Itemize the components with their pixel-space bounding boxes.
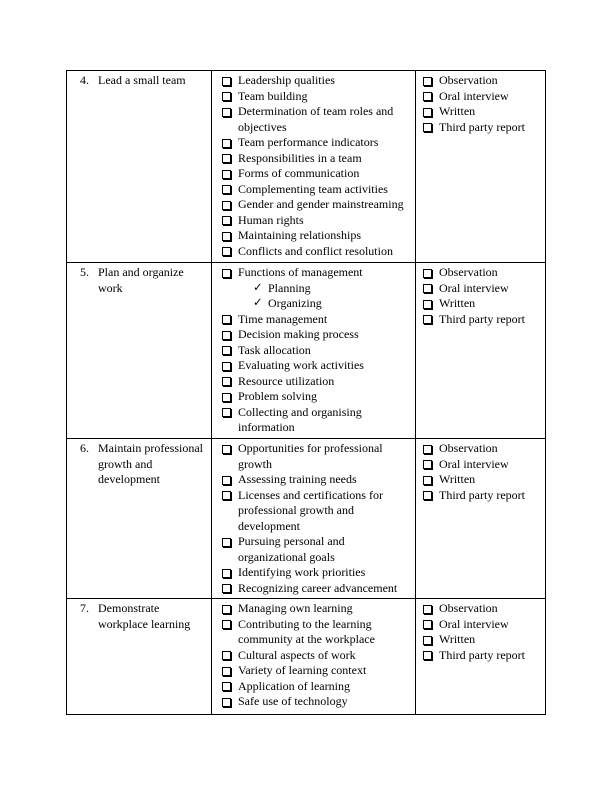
- checkbox-icon: [423, 445, 432, 454]
- checkbox-icon: [222, 201, 231, 210]
- item-body: [238, 343, 412, 359]
- list-item: [215, 358, 412, 374]
- knowledge-items-cell: [212, 263, 416, 439]
- list-item: [215, 441, 412, 472]
- list-item: [419, 89, 542, 105]
- checkmark-icon: ✓: [253, 297, 263, 309]
- methods-cell: [416, 263, 546, 439]
- item-label: Decision making process: [238, 327, 359, 341]
- checkbox-icon: [222, 232, 231, 241]
- methods-cell: [416, 599, 546, 715]
- item-label: Application of learning: [238, 678, 350, 693]
- item-label: Resource utilization: [238, 373, 335, 388]
- assessment-method-label: Written: [439, 472, 476, 486]
- list-item: [215, 488, 412, 535]
- checkbox-icon: [222, 154, 231, 163]
- task-cell: [67, 439, 212, 599]
- item-label: Complementing team activities: [238, 181, 388, 196]
- checkbox-icon: [222, 331, 231, 340]
- item-body: [238, 648, 412, 664]
- task-cell: [67, 599, 212, 715]
- item-body: [238, 312, 412, 328]
- item-label: Human rights: [238, 212, 304, 227]
- sub-item-label: Organizing: [268, 296, 322, 310]
- checkbox-icon: [222, 445, 231, 454]
- methods-cell: [416, 71, 546, 263]
- item-body: [238, 488, 412, 535]
- assessment-method-label: Observation: [439, 73, 498, 87]
- list-item: [215, 648, 412, 664]
- table-row: [67, 71, 546, 263]
- task-cell: [67, 71, 212, 263]
- item-body: [238, 405, 412, 436]
- list-item: [215, 135, 412, 151]
- item-label: Pursuing personal and organizational goals: [238, 534, 345, 564]
- item-body: [238, 182, 412, 198]
- checkbox-icon: [222, 216, 231, 225]
- knowledge-items-cell: [212, 71, 416, 263]
- list-item: [419, 601, 542, 617]
- list-item: [215, 104, 412, 135]
- list-item: [419, 617, 542, 633]
- item-body: [238, 265, 412, 312]
- assessment-method-label: Written: [439, 632, 476, 646]
- checkbox-icon: [423, 123, 432, 132]
- list-item: [215, 343, 412, 359]
- assessment-method-label: Third party report: [439, 647, 525, 662]
- list-item: [215, 679, 412, 695]
- checkbox-icon: [222, 108, 231, 117]
- list-item: [215, 265, 412, 312]
- item-label: Forms of communication: [238, 166, 360, 180]
- item-body: [238, 389, 412, 405]
- checkbox-icon: [222, 651, 231, 660]
- checkbox-icon: [222, 476, 231, 485]
- task-item: [70, 441, 208, 488]
- checkbox-icon: [222, 682, 231, 691]
- checkbox-icon: [222, 346, 231, 355]
- item-label: Determination of team roles and objectives: [238, 104, 394, 134]
- assessment-method-label: Oral interview: [439, 88, 509, 103]
- list-item: [419, 104, 542, 120]
- assessment-method-label: Written: [439, 104, 476, 118]
- item-label: Task allocation: [238, 342, 311, 357]
- checkbox-icon: [423, 77, 432, 86]
- list-item: [215, 197, 412, 213]
- list-item: [215, 565, 412, 581]
- item-label: Responsibilities in a team: [238, 150, 362, 165]
- list-item: [419, 120, 542, 136]
- checkbox-icon: [423, 491, 432, 500]
- list-item: [419, 73, 542, 89]
- checkbox-icon: [222, 584, 231, 593]
- checkbox-icon: [423, 269, 432, 278]
- checkbox-icon: [222, 620, 231, 629]
- assessment-method-label: Oral interview: [439, 616, 509, 631]
- checkbox-icon: [423, 460, 432, 469]
- list-item: [215, 581, 412, 597]
- assessment-method-label: Third party report: [439, 487, 525, 502]
- task-item: [70, 601, 208, 632]
- item-label: Identifying work priorities: [238, 565, 366, 579]
- checkbox-icon: [222, 269, 231, 278]
- item-body: [238, 679, 412, 695]
- list-item: [215, 389, 412, 405]
- item-body: [238, 213, 412, 229]
- task-label: Maintain professional growth and development: [98, 441, 203, 486]
- item-body: [238, 694, 412, 710]
- sub-item: [238, 281, 412, 297]
- checkbox-icon: [222, 698, 231, 707]
- item-body: [238, 151, 412, 167]
- task-number: 7.: [80, 601, 89, 615]
- item-body: [238, 374, 412, 390]
- item-label: Conflicts and conflict resolution: [238, 243, 393, 258]
- item-label: Problem solving: [238, 389, 318, 403]
- list-item: [215, 601, 412, 617]
- list-item: [215, 312, 412, 328]
- task-label: Plan and organize work: [98, 265, 184, 295]
- list-item: [419, 281, 542, 297]
- task-number: 4.: [80, 73, 89, 87]
- assessment-table: [66, 70, 546, 715]
- task-number: 6.: [80, 441, 89, 455]
- list-item: [215, 89, 412, 105]
- item-body: [238, 581, 412, 597]
- list-item: [215, 327, 412, 343]
- table-row: [67, 439, 546, 599]
- methods-cell: [416, 439, 546, 599]
- checkbox-icon: [222, 408, 231, 417]
- item-label: Assessing training needs: [238, 472, 357, 486]
- checkbox-icon: [222, 315, 231, 324]
- assessment-method-label: Third party report: [439, 311, 525, 326]
- list-item: [215, 405, 412, 436]
- checkbox-icon: [423, 300, 432, 309]
- assessment-method-label: Oral interview: [439, 456, 509, 471]
- list-item: [215, 166, 412, 182]
- checkbox-icon: [423, 315, 432, 324]
- list-item: [419, 441, 542, 457]
- item-body: [238, 663, 412, 679]
- checkbox-icon: [423, 651, 432, 660]
- item-label: Maintaining relationships: [238, 228, 361, 242]
- item-label: Gender and gender mainstreaming: [238, 197, 404, 211]
- list-item: [419, 632, 542, 648]
- list-item: [215, 472, 412, 488]
- checkbox-icon: [222, 538, 231, 547]
- list-item: [419, 488, 542, 504]
- item-body: [238, 104, 412, 135]
- task-number: 5.: [80, 265, 89, 279]
- item-label: Time management: [238, 311, 328, 326]
- checkbox-icon: [222, 393, 231, 402]
- assessment-method-label: Observation: [439, 441, 498, 455]
- checkbox-icon: [222, 77, 231, 86]
- item-body: [238, 441, 412, 472]
- list-item: [215, 151, 412, 167]
- list-item: [215, 182, 412, 198]
- item-label: Opportunities for professional growth: [238, 441, 383, 471]
- item-label: Contributing to the learning community at the workplace: [238, 616, 375, 646]
- item-body: [238, 327, 412, 343]
- task-cell: [67, 263, 212, 439]
- checkbox-icon: [423, 620, 432, 629]
- checkbox-icon: [222, 362, 231, 371]
- item-label: Variety of learning context: [238, 663, 367, 677]
- assessment-table-body: [67, 71, 546, 715]
- task-item: [70, 265, 208, 296]
- assessment-method-label: Third party report: [439, 119, 525, 134]
- item-body: [238, 135, 412, 151]
- item-body: [238, 73, 412, 89]
- item-label: Team performance indicators: [238, 135, 379, 149]
- item-label: Functions of management: [238, 265, 363, 279]
- checkbox-icon: [222, 92, 231, 101]
- item-body: [238, 534, 412, 565]
- task-label: Demonstrate workplace learning: [98, 601, 191, 631]
- assessment-method-label: Written: [439, 296, 476, 310]
- item-body: [238, 472, 412, 488]
- item-body: [238, 89, 412, 105]
- checkbox-icon: [222, 569, 231, 578]
- table-row: [67, 263, 546, 439]
- list-item: [215, 374, 412, 390]
- sub-item-label: Planning: [268, 280, 311, 295]
- list-item: [215, 617, 412, 648]
- list-item: [419, 312, 542, 328]
- item-body: [238, 358, 412, 374]
- list-item: [215, 213, 412, 229]
- task-label: Lead a small team: [98, 73, 186, 87]
- item-label: Cultural aspects of work: [238, 647, 356, 662]
- list-item: [215, 228, 412, 244]
- checkbox-icon: [222, 491, 231, 500]
- item-body: [238, 197, 412, 213]
- item-label: Licenses and certifications for professional growth and development: [238, 487, 383, 533]
- item-label: Managing own learning: [238, 601, 353, 615]
- list-item: [419, 648, 542, 664]
- knowledge-items-cell: [212, 599, 416, 715]
- checkbox-icon: [423, 284, 432, 293]
- checkbox-icon: [423, 92, 432, 101]
- item-label: Team building: [238, 88, 308, 103]
- list-item: [215, 694, 412, 710]
- checkbox-icon: [222, 605, 231, 614]
- item-body: [238, 244, 412, 260]
- assessment-method-label: Observation: [439, 265, 498, 279]
- knowledge-items-cell: [212, 439, 416, 599]
- list-item: [215, 534, 412, 565]
- list-item: [419, 472, 542, 488]
- checkbox-icon: [222, 247, 231, 256]
- item-body: [238, 228, 412, 244]
- item-body: [238, 565, 412, 581]
- checkbox-icon: [423, 476, 432, 485]
- checkbox-icon: [423, 108, 432, 117]
- checkbox-icon: [222, 377, 231, 386]
- checkbox-icon: [222, 185, 231, 194]
- list-item: [419, 265, 542, 281]
- checkmark-icon: ✓: [253, 281, 263, 294]
- item-label: Evaluating work activities: [238, 358, 364, 372]
- assessment-method-label: Observation: [439, 601, 498, 615]
- list-item: [215, 244, 412, 260]
- list-item: [419, 296, 542, 312]
- checkbox-icon: [423, 605, 432, 614]
- item-label: Leadership qualities: [238, 73, 335, 87]
- item-body: [238, 166, 412, 182]
- sub-item: [238, 296, 412, 312]
- item-label: Collecting and organising information: [238, 404, 362, 434]
- list-item: [215, 663, 412, 679]
- list-item: [215, 73, 412, 89]
- item-body: [238, 617, 412, 648]
- checkbox-icon: [222, 170, 231, 179]
- item-body: [238, 601, 412, 617]
- checkbox-icon: [222, 139, 231, 148]
- checkbox-icon: [423, 636, 432, 645]
- assessment-method-label: Oral interview: [439, 280, 509, 295]
- item-label: Safe use of technology: [238, 694, 348, 708]
- item-label: Recognizing career advancement: [238, 580, 398, 595]
- checkbox-icon: [222, 667, 231, 676]
- list-item: [419, 457, 542, 473]
- task-item: [70, 73, 208, 89]
- table-row: [67, 599, 546, 715]
